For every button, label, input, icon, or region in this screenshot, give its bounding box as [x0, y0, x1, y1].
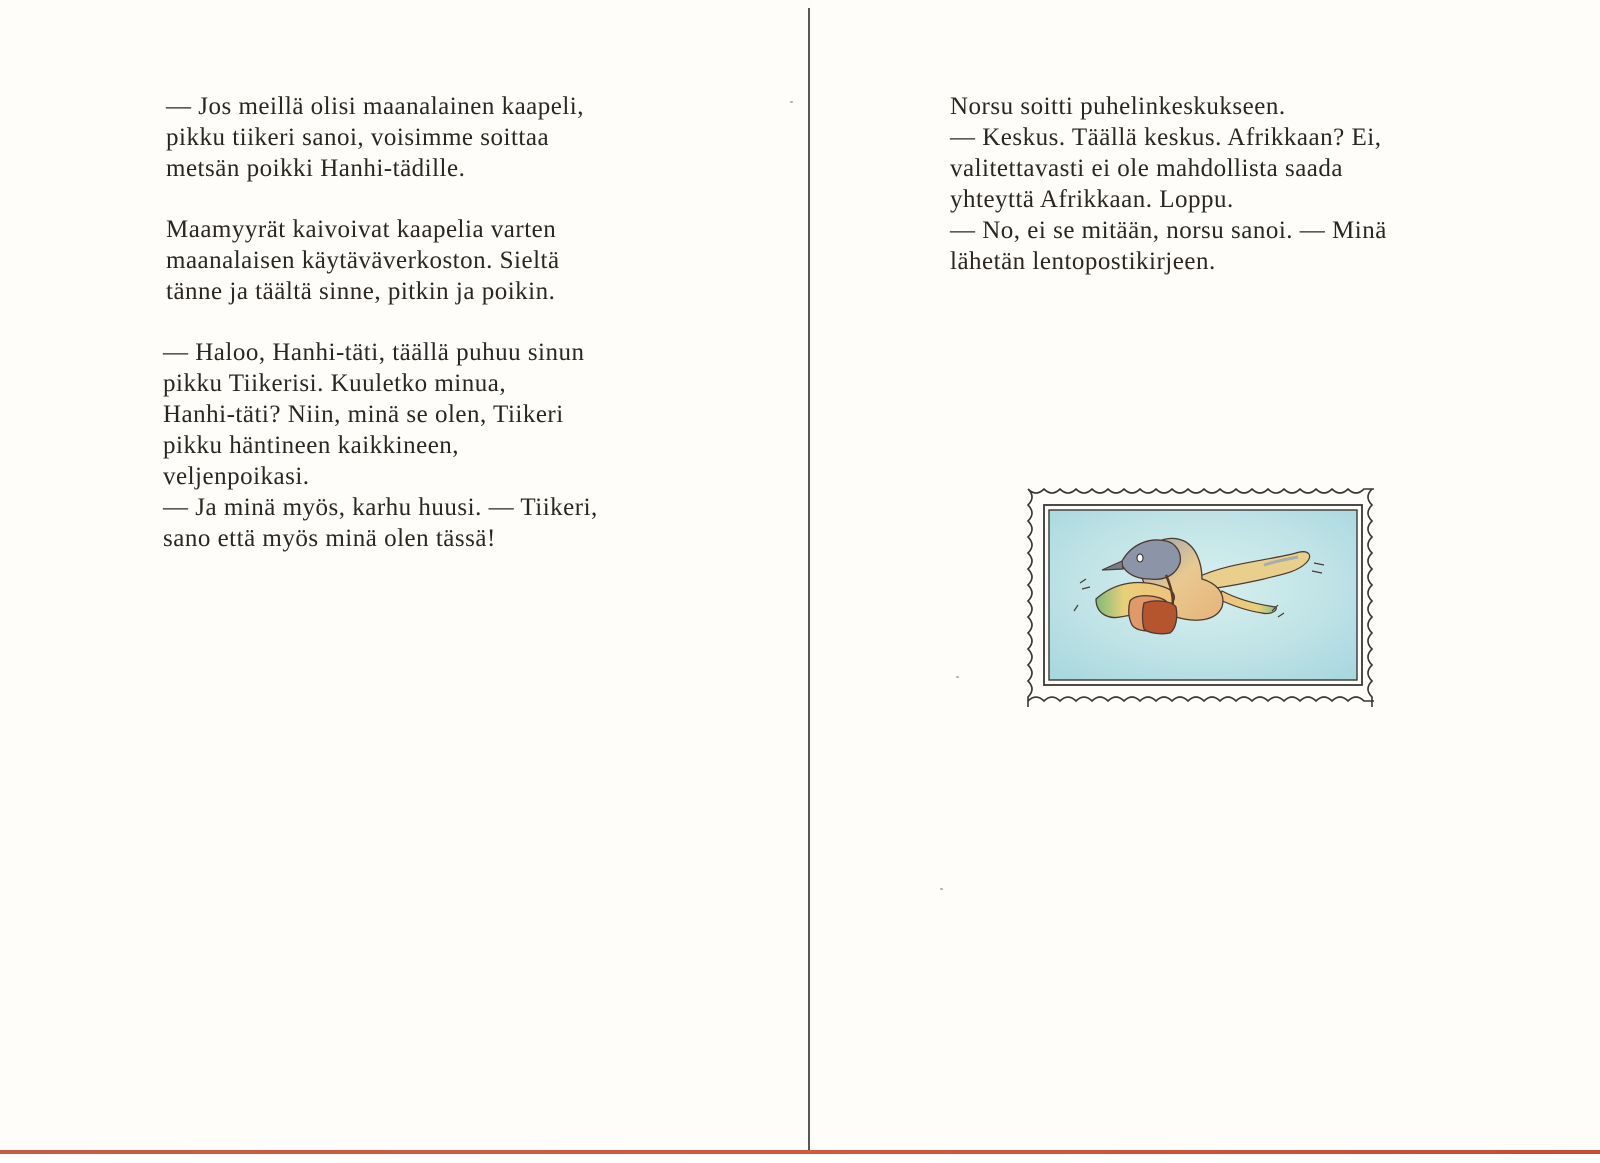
text-line: — Haloo, Hanhi-täti, täällä puhuu sinun — [163, 339, 585, 366]
text-line: veljenpoikasi. — [163, 463, 310, 490]
text-line: valitettavasti ei ole mahdollista saada — [950, 155, 1343, 182]
text-line: — No, ei se mitään, norsu sanoi. — Minä — [950, 217, 1387, 244]
paper-speck — [790, 101, 793, 103]
left-paragraph-1 — [166, 91, 584, 184]
book-spine — [808, 8, 810, 1153]
left-paragraph-2 — [166, 214, 560, 307]
text-line: maanalaisen käytäväverkoston. Sieltä — [166, 247, 560, 274]
left-page — [0, 0, 808, 1150]
text-line: pikku häntineen kaikkineen, — [163, 432, 460, 459]
text-line: pikku tiikeri sanoi, voisimme soittaa — [166, 124, 550, 151]
postage-stamp-icon — [1026, 483, 1380, 708]
paper-speck — [956, 676, 959, 678]
text-line: — Keskus. Täällä keskus. Afrikkaan? Ei, — [950, 124, 1382, 151]
text-line: lähetän lentopostikirjeen. — [950, 248, 1216, 275]
text-line: tänne ja täältä sinne, pitkin ja poikin. — [166, 278, 556, 305]
text-line: Norsu soitti puhelinkeskukseen. — [950, 93, 1286, 120]
paper-speck — [940, 888, 943, 890]
right-paragraph-1 — [950, 91, 1387, 277]
text-line: pikku Tiikerisi. Kuuletko minua, — [163, 370, 507, 397]
text-line: Hanhi-täti? Niin, minä se olen, Tiikeri — [163, 401, 564, 428]
text-line: — Ja minä myös, karhu huusi. — Tiikeri, — [163, 494, 598, 521]
text-line: — Jos meillä olisi maanalainen kaapeli, — [166, 93, 584, 120]
left-paragraph-3 — [163, 337, 598, 554]
text-line: Maamyyrät kaivoivat kaapelia varten — [166, 216, 557, 243]
page-bottom-edge — [0, 1150, 1600, 1163]
text-line: metsän poikki Hanhi-tädille. — [166, 155, 466, 182]
text-line: yhteyttä Afrikkaan. Loppu. — [950, 186, 1234, 213]
text-line: sano että myös minä olen tässä! — [163, 525, 496, 552]
